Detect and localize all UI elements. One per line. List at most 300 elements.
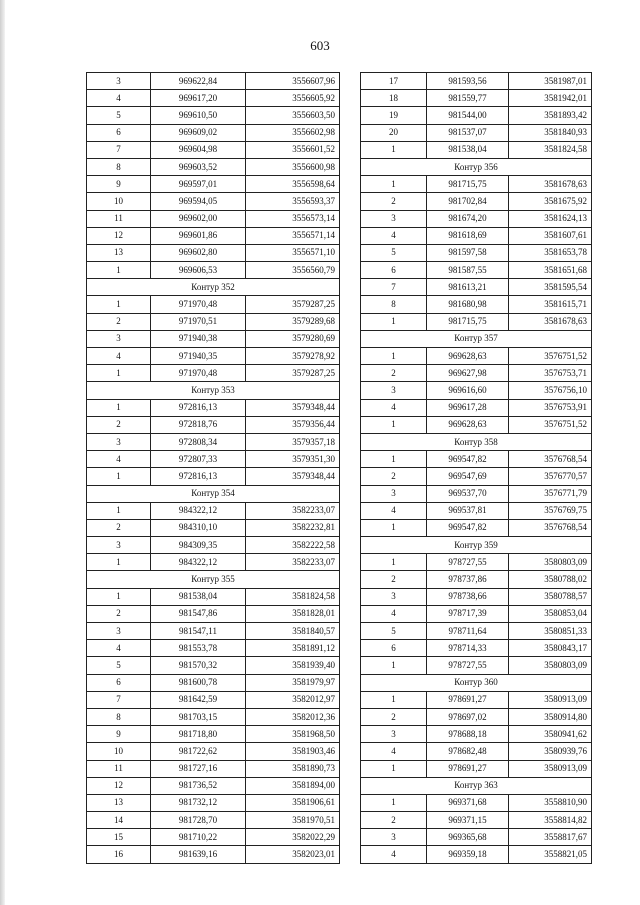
x-coordinate: 978711,64	[427, 623, 509, 640]
y-coordinate: 3581607,61	[509, 227, 592, 244]
table-row	[361, 554, 592, 571]
x-coordinate: 981680,98	[427, 296, 509, 313]
point-number: 2	[87, 313, 151, 330]
y-coordinate: 3556601,52	[246, 141, 340, 158]
x-coordinate: 972818,76	[151, 416, 246, 433]
point-number: 3	[87, 537, 151, 554]
point-number: 3	[87, 433, 151, 450]
x-coordinate: 981547,86	[151, 605, 246, 622]
x-coordinate: 969609,02	[151, 124, 246, 141]
table-row	[361, 193, 592, 210]
point-number: 1	[361, 519, 427, 536]
y-coordinate: 3556593,37	[246, 193, 340, 210]
y-coordinate: 3581678,63	[509, 313, 592, 330]
y-coordinate: 3582023,01	[246, 846, 340, 863]
y-coordinate: 3580843,17	[509, 640, 592, 657]
table-row	[87, 90, 340, 107]
y-coordinate: 3556605,92	[246, 90, 340, 107]
point-number: 4	[87, 451, 151, 468]
point-number: 2	[361, 812, 427, 829]
x-coordinate: 969617,20	[151, 90, 246, 107]
y-coordinate: 3556600,98	[246, 158, 340, 175]
y-coordinate: 3579287,25	[246, 296, 340, 313]
table-row	[361, 829, 592, 846]
y-coordinate: 3556573,14	[246, 210, 340, 227]
y-coordinate: 3581968,50	[246, 726, 340, 743]
y-coordinate: 3581906,61	[246, 794, 340, 811]
table-row	[361, 691, 592, 708]
point-number: 6	[87, 124, 151, 141]
table-row	[361, 812, 592, 829]
point-number: 1	[87, 588, 151, 605]
y-coordinate: 3558821,05	[509, 846, 592, 863]
x-coordinate: 969547,82	[427, 451, 509, 468]
page-number: 603	[310, 38, 330, 53]
table-row	[87, 846, 340, 863]
x-coordinate: 969606,53	[151, 262, 246, 279]
contour-title: Контур 359	[361, 537, 592, 554]
table-row	[361, 124, 592, 141]
table-row	[361, 399, 592, 416]
point-number: 1	[87, 296, 151, 313]
point-number: 7	[87, 141, 151, 158]
contour-header-row	[87, 279, 340, 296]
table-row	[87, 193, 340, 210]
x-coordinate: 969616,60	[427, 382, 509, 399]
x-coordinate: 981597,58	[427, 244, 509, 261]
scan-edge	[0, 0, 5, 905]
table-row	[361, 605, 592, 622]
x-coordinate: 984309,35	[151, 537, 246, 554]
y-coordinate: 3579357,18	[246, 433, 340, 450]
y-coordinate: 3556607,96	[246, 73, 340, 90]
point-number: 9	[87, 726, 151, 743]
y-coordinate: 3581653,78	[509, 244, 592, 261]
point-number: 5	[87, 107, 151, 124]
contour-header-row	[361, 674, 592, 691]
y-coordinate: 3556560,79	[246, 262, 340, 279]
table-row	[87, 262, 340, 279]
x-coordinate: 978688,18	[427, 726, 509, 743]
table-row	[361, 382, 592, 399]
table-row	[361, 794, 592, 811]
contour-header-row	[361, 537, 592, 554]
table-row	[361, 640, 592, 657]
x-coordinate: 981639,16	[151, 846, 246, 863]
contour-header-row	[361, 158, 592, 175]
point-number: 13	[87, 244, 151, 261]
y-coordinate: 3581890,73	[246, 760, 340, 777]
x-coordinate: 969628,63	[427, 416, 509, 433]
point-number: 6	[361, 640, 427, 657]
contour-header-row	[361, 777, 592, 794]
table-row	[361, 726, 592, 743]
point-number: 1	[87, 365, 151, 382]
y-coordinate: 3556571,10	[246, 244, 340, 261]
point-number: 1	[361, 794, 427, 811]
y-coordinate: 3576753,91	[509, 399, 592, 416]
table-row	[361, 708, 592, 725]
point-number: 5	[87, 657, 151, 674]
contour-title: Контур 355	[87, 571, 340, 588]
point-number: 18	[361, 90, 427, 107]
point-number: 4	[361, 227, 427, 244]
x-coordinate: 981559,77	[427, 90, 509, 107]
x-coordinate: 978738,66	[427, 588, 509, 605]
x-coordinate: 981736,52	[151, 777, 246, 794]
y-coordinate: 3582232,81	[246, 519, 340, 536]
contour-header-row	[87, 571, 340, 588]
point-number: 2	[361, 365, 427, 382]
y-coordinate: 3582222,58	[246, 537, 340, 554]
y-coordinate: 3576751,52	[509, 348, 592, 365]
contour-header-row	[361, 433, 592, 450]
table-row	[361, 227, 592, 244]
y-coordinate: 3579348,44	[246, 399, 340, 416]
y-coordinate: 3581651,68	[509, 262, 592, 279]
y-coordinate: 3580939,76	[509, 743, 592, 760]
x-coordinate: 981702,84	[427, 193, 509, 210]
contour-title: Контур 352	[87, 279, 340, 296]
y-coordinate: 3558810,90	[509, 794, 592, 811]
x-coordinate: 981728,70	[151, 812, 246, 829]
point-number: 6	[87, 674, 151, 691]
point-number: 12	[87, 777, 151, 794]
x-coordinate: 978691,27	[427, 691, 509, 708]
point-number: 4	[361, 605, 427, 622]
table-row	[87, 743, 340, 760]
y-coordinate: 3556571,14	[246, 227, 340, 244]
y-coordinate: 3581678,63	[509, 176, 592, 193]
point-number: 19	[361, 107, 427, 124]
x-coordinate: 981553,78	[151, 640, 246, 657]
x-coordinate: 972816,13	[151, 399, 246, 416]
table-row	[87, 399, 340, 416]
point-number: 10	[87, 193, 151, 210]
x-coordinate: 981587,55	[427, 262, 509, 279]
y-coordinate: 3582233,07	[246, 502, 340, 519]
point-number: 1	[361, 141, 427, 158]
y-coordinate: 3581824,58	[509, 141, 592, 158]
y-coordinate: 3579278,92	[246, 348, 340, 365]
y-coordinate: 3581942,01	[509, 90, 592, 107]
x-coordinate: 969622,84	[151, 73, 246, 90]
table-row	[87, 73, 340, 90]
y-coordinate: 3580913,09	[509, 760, 592, 777]
table-row	[361, 468, 592, 485]
point-number: 9	[87, 176, 151, 193]
point-number: 4	[361, 502, 427, 519]
x-coordinate: 971940,35	[151, 348, 246, 365]
table-row	[87, 554, 340, 571]
table-row	[87, 227, 340, 244]
point-number: 11	[87, 760, 151, 777]
contour-title: Контур 354	[87, 485, 340, 502]
point-number: 4	[87, 348, 151, 365]
x-coordinate: 972807,33	[151, 451, 246, 468]
table-row	[361, 743, 592, 760]
point-number: 2	[87, 605, 151, 622]
x-coordinate: 981538,04	[427, 141, 509, 158]
table-row	[87, 176, 340, 193]
y-coordinate: 3581828,01	[246, 605, 340, 622]
x-coordinate: 981642,59	[151, 691, 246, 708]
table-row	[361, 519, 592, 536]
y-coordinate: 3581624,13	[509, 210, 592, 227]
x-coordinate: 969628,63	[427, 348, 509, 365]
contour-title: Контур 358	[361, 433, 592, 450]
y-coordinate: 3581824,58	[246, 588, 340, 605]
x-coordinate: 969602,80	[151, 244, 246, 261]
y-coordinate: 3580914,80	[509, 708, 592, 725]
x-coordinate: 978697,02	[427, 708, 509, 725]
y-coordinate: 3579280,69	[246, 330, 340, 347]
table-row	[87, 158, 340, 175]
point-number: 1	[361, 657, 427, 674]
table-row	[361, 141, 592, 158]
table-row	[87, 502, 340, 519]
contour-header-row	[361, 330, 592, 347]
table-row	[361, 262, 592, 279]
table-row	[87, 519, 340, 536]
x-coordinate: 969547,82	[427, 519, 509, 536]
y-coordinate: 3580941,62	[509, 726, 592, 743]
x-coordinate: 971970,51	[151, 313, 246, 330]
table-row	[87, 451, 340, 468]
table-row	[361, 588, 592, 605]
x-coordinate: 981538,04	[151, 588, 246, 605]
y-coordinate: 3581595,54	[509, 279, 592, 296]
table-row	[361, 73, 592, 90]
y-coordinate: 3576768,54	[509, 519, 592, 536]
y-coordinate: 3576768,54	[509, 451, 592, 468]
point-number: 1	[361, 416, 427, 433]
x-coordinate: 978737,86	[427, 571, 509, 588]
point-number: 2	[361, 193, 427, 210]
point-number: 1	[361, 176, 427, 193]
table-row	[87, 588, 340, 605]
point-number: 3	[361, 588, 427, 605]
point-number: 4	[361, 743, 427, 760]
table-row	[361, 623, 592, 640]
y-coordinate: 3581840,93	[509, 124, 592, 141]
table-row	[361, 348, 592, 365]
contour-title: Контур 353	[87, 382, 340, 399]
table-row	[361, 244, 592, 261]
y-coordinate: 3579351,30	[246, 451, 340, 468]
point-number: 10	[87, 743, 151, 760]
table-row	[361, 107, 592, 124]
x-coordinate: 972816,13	[151, 468, 246, 485]
coordinates-table-right	[360, 72, 592, 864]
table-row	[87, 244, 340, 261]
y-coordinate: 3579287,25	[246, 365, 340, 382]
y-coordinate: 3579356,44	[246, 416, 340, 433]
point-number: 1	[87, 554, 151, 571]
y-coordinate: 3581903,46	[246, 743, 340, 760]
x-coordinate: 978682,48	[427, 743, 509, 760]
point-number: 4	[87, 90, 151, 107]
point-number: 11	[87, 210, 151, 227]
table-row	[87, 296, 340, 313]
point-number: 1	[361, 760, 427, 777]
table-row	[87, 348, 340, 365]
point-number: 1	[87, 262, 151, 279]
x-coordinate: 969601,86	[151, 227, 246, 244]
y-coordinate: 3582022,29	[246, 829, 340, 846]
x-coordinate: 969594,05	[151, 193, 246, 210]
x-coordinate: 978717,39	[427, 605, 509, 622]
x-coordinate: 981570,32	[151, 657, 246, 674]
point-number: 8	[87, 708, 151, 725]
y-coordinate: 3579348,44	[246, 468, 340, 485]
x-coordinate: 981544,00	[427, 107, 509, 124]
y-coordinate: 3556602,98	[246, 124, 340, 141]
x-coordinate: 969371,68	[427, 794, 509, 811]
x-coordinate: 981600,78	[151, 674, 246, 691]
y-coordinate: 3556603,50	[246, 107, 340, 124]
point-number: 8	[87, 158, 151, 175]
point-number: 16	[87, 846, 151, 863]
point-number: 1	[361, 348, 427, 365]
table-row	[87, 829, 340, 846]
x-coordinate: 969603,52	[151, 158, 246, 175]
x-coordinate: 981703,15	[151, 708, 246, 725]
table-row	[361, 90, 592, 107]
x-coordinate: 971970,48	[151, 296, 246, 313]
table-row	[361, 760, 592, 777]
point-number: 2	[361, 468, 427, 485]
table-row	[361, 846, 592, 863]
point-number: 8	[361, 296, 427, 313]
table-row	[87, 433, 340, 450]
y-coordinate: 3581970,51	[246, 812, 340, 829]
table-row	[361, 365, 592, 382]
y-coordinate: 3558814,82	[509, 812, 592, 829]
x-coordinate: 969610,50	[151, 107, 246, 124]
x-coordinate: 971970,48	[151, 365, 246, 382]
point-number: 15	[87, 829, 151, 846]
point-number: 13	[87, 794, 151, 811]
point-number: 1	[87, 502, 151, 519]
point-number: 17	[361, 73, 427, 90]
table-row	[87, 141, 340, 158]
point-number: 1	[87, 399, 151, 416]
contour-title: Контур 356	[361, 158, 592, 175]
point-number: 5	[361, 244, 427, 261]
table-row	[87, 794, 340, 811]
table-row	[87, 812, 340, 829]
x-coordinate: 969617,28	[427, 399, 509, 416]
y-coordinate: 3581893,42	[509, 107, 592, 124]
y-coordinate: 3556598,64	[246, 176, 340, 193]
x-coordinate: 969627,98	[427, 365, 509, 382]
y-coordinate: 3576769,75	[509, 502, 592, 519]
table-row	[87, 726, 340, 743]
table-row	[87, 777, 340, 794]
x-coordinate: 978691,27	[427, 760, 509, 777]
table-row	[87, 365, 340, 382]
x-coordinate: 969604,98	[151, 141, 246, 158]
y-coordinate: 3582012,36	[246, 708, 340, 725]
x-coordinate: 981593,56	[427, 73, 509, 90]
y-coordinate: 3581615,71	[509, 296, 592, 313]
point-number: 2	[361, 708, 427, 725]
y-coordinate: 3581987,01	[509, 73, 592, 90]
x-coordinate: 969602,00	[151, 210, 246, 227]
x-coordinate: 969537,81	[427, 502, 509, 519]
contour-header-row	[87, 382, 340, 399]
point-number: 14	[87, 812, 151, 829]
point-number: 3	[87, 330, 151, 347]
y-coordinate: 3576771,79	[509, 485, 592, 502]
x-coordinate: 981732,12	[151, 794, 246, 811]
x-coordinate: 969547,69	[427, 468, 509, 485]
y-coordinate: 3576753,71	[509, 365, 592, 382]
x-coordinate: 969597,01	[151, 176, 246, 193]
x-coordinate: 981718,80	[151, 726, 246, 743]
y-coordinate: 3579289,68	[246, 313, 340, 330]
y-coordinate: 3558817,67	[509, 829, 592, 846]
contour-title: Контур 363	[361, 777, 592, 794]
table-row	[361, 451, 592, 468]
table-row	[361, 571, 592, 588]
coordinates-table-left	[86, 72, 340, 864]
table-row	[361, 176, 592, 193]
y-coordinate: 3576751,52	[509, 416, 592, 433]
table-row	[361, 502, 592, 519]
table-row	[361, 296, 592, 313]
x-coordinate: 978714,33	[427, 640, 509, 657]
y-coordinate: 3581675,92	[509, 193, 592, 210]
y-coordinate: 3580803,09	[509, 554, 592, 571]
x-coordinate: 981722,62	[151, 743, 246, 760]
point-number: 2	[87, 416, 151, 433]
x-coordinate: 969365,68	[427, 829, 509, 846]
y-coordinate: 3580853,04	[509, 605, 592, 622]
y-coordinate: 3581979,97	[246, 674, 340, 691]
y-coordinate: 3576770,57	[509, 468, 592, 485]
x-coordinate: 969537,70	[427, 485, 509, 502]
table-row	[87, 674, 340, 691]
x-coordinate: 981715,75	[427, 176, 509, 193]
table-row	[87, 605, 340, 622]
table-row	[87, 124, 340, 141]
table-row	[87, 657, 340, 674]
point-number: 3	[361, 485, 427, 502]
table-row	[361, 485, 592, 502]
table-row	[87, 313, 340, 330]
table-row	[87, 708, 340, 725]
point-number: 1	[361, 691, 427, 708]
point-number: 3	[361, 829, 427, 846]
table-row	[87, 640, 340, 657]
table-row	[361, 279, 592, 296]
x-coordinate: 981674,20	[427, 210, 509, 227]
y-coordinate: 3581939,40	[246, 657, 340, 674]
contour-title: Контур 357	[361, 330, 592, 347]
y-coordinate: 3580913,09	[509, 691, 592, 708]
x-coordinate: 981547,11	[151, 623, 246, 640]
table-row	[87, 468, 340, 485]
point-number: 1	[361, 313, 427, 330]
x-coordinate: 981710,22	[151, 829, 246, 846]
x-coordinate: 981727,16	[151, 760, 246, 777]
x-coordinate: 984322,12	[151, 554, 246, 571]
table-row	[361, 657, 592, 674]
y-coordinate: 3576756,10	[509, 382, 592, 399]
table-row	[87, 330, 340, 347]
